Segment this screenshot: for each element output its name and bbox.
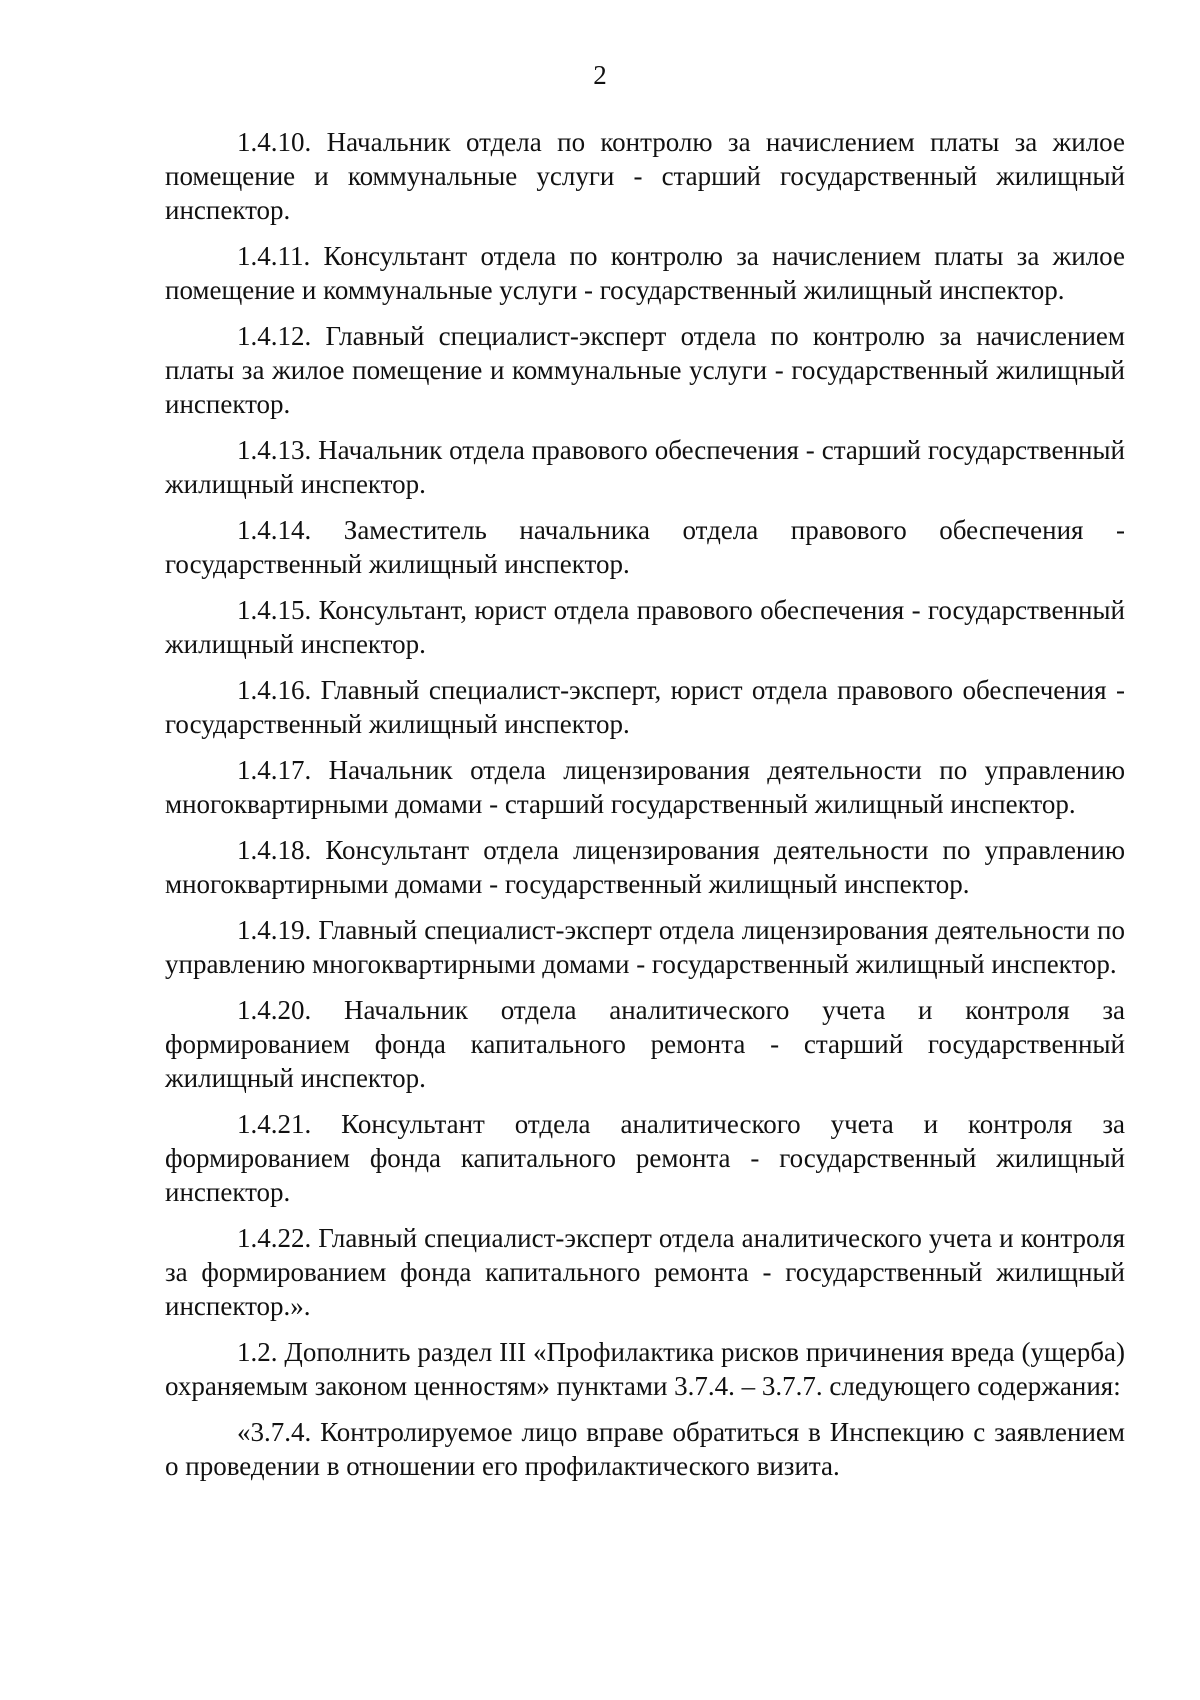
paragraph-1-4-18: 1.4.18. Консультант отдела лицензирования деятельности по управлению многоквартирными домами - государственный жилищный инспектор. [165,835,1125,899]
document-body [165,125,1125,1495]
paragraph-1-4-11: 1.4.11. Консультант отдела по контролю за начислением платы за жилое помещение и коммунальные услуги - государственный жилищный инспектор. [165,241,1125,305]
paragraph-1-4-22: 1.4.22. Главный специалист-эксперт отдела аналитического учета и контроля за формированием фонда капитального ремонта - государственный жилищный инспектор.». [165,1223,1125,1321]
paragraph-1-4-14: 1.4.14. Заместитель начальника отдела правового обеспечения - государственный жилищный инспектор. [165,515,1125,579]
paragraph-1-4-20: 1.4.20. Начальник отдела аналитического учета и контроля за формированием фонда капитального ремонта - старший государственный жилищный инспектор. [165,995,1125,1093]
paragraph-1-4-21: 1.4.21. Консультант отдела аналитического учета и контроля за формированием фонда капитального ремонта - государственный жилищный инспектор. [165,1109,1125,1207]
paragraph-1-4-13: 1.4.13. Начальник отдела правового обеспечения - старший государственный жилищный инспектор. [165,435,1125,499]
paragraph-1-2: 1.2. Дополнить раздел III «Профилактика рисков причинения вреда (ущерба) охраняемым законом ценностям» пунктами 3.7.4. – 3.7.7. следующего содержания: [165,1337,1125,1401]
paragraph-1-4-19: 1.4.19. Главный специалист-эксперт отдела лицензирования деятельности по управлению многоквартирными домами - государственный жилищный инспектор. [165,915,1125,979]
paragraph-1-4-15: 1.4.15. Консультант, юрист отдела правового обеспечения - государственный жилищный инспектор. [165,595,1125,659]
paragraph-1-4-16: 1.4.16. Главный специалист-эксперт, юрист отдела правового обеспечения - государственный жилищный инспектор. [165,675,1125,739]
page-number: 2 [593,60,607,90]
paragraph-1-4-10: 1.4.10. Начальник отдела по контролю за начислением платы за жилое помещение и коммунальные услуги - старший государственный жилищный инспектор. [165,127,1125,225]
paragraph-1-4-12: 1.4.12. Главный специалист-эксперт отдела по контролю за начислением платы за жилое помещение и коммунальные услуги - государственный жилищный инспектор. [165,321,1125,419]
paragraph-1-4-17: 1.4.17. Начальник отдела лицензирования деятельности по управлению многоквартирными домами - старший государственный жилищный инспектор. [165,755,1125,819]
paragraph-3-7-4: «3.7.4. Контролируемое лицо вправе обратиться в Инспекцию с заявлением о проведении в отношении его профилактического визита. [165,1417,1125,1481]
